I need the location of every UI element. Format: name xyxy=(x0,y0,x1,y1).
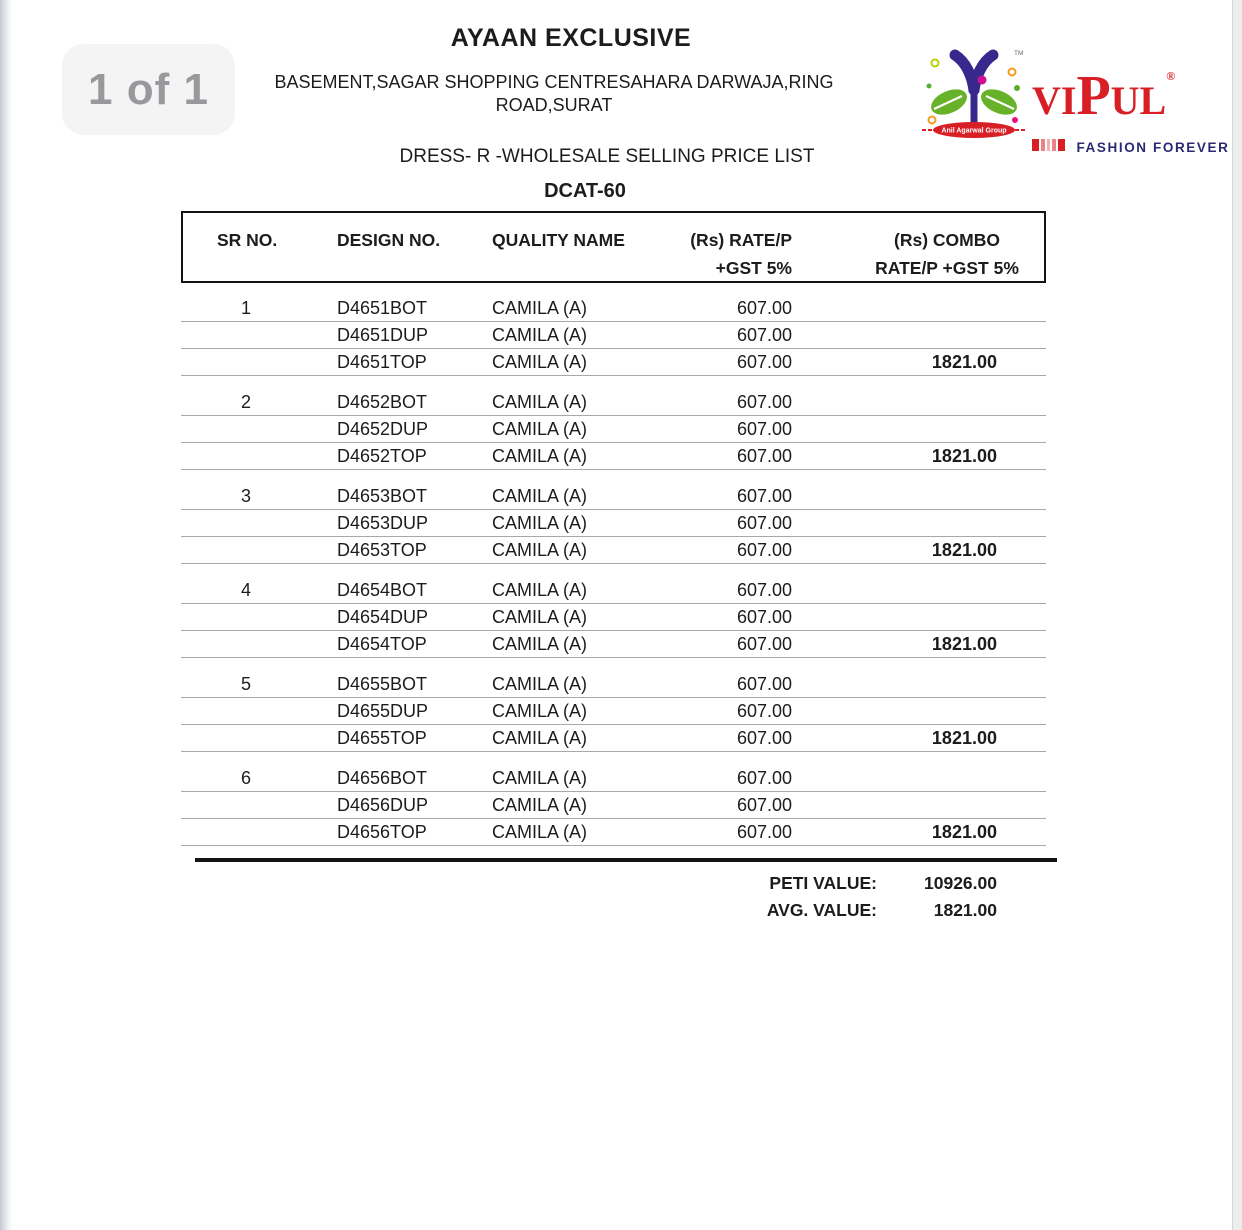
cell-sr-no: 5 xyxy=(240,674,251,694)
cell-design-no: D4656TOP xyxy=(337,822,427,842)
table-row xyxy=(181,792,1046,819)
catalog-code: DCAT-60 xyxy=(544,180,626,202)
group-banner-label: Anil Agarwal Group xyxy=(941,127,1007,135)
brand-tagline-row xyxy=(1032,138,1230,156)
table-row xyxy=(181,631,1046,658)
cell-design-no: D4654BOT xyxy=(337,580,428,600)
price-table xyxy=(181,211,1046,924)
cell-quality-name: CAMILA (A) xyxy=(492,701,588,721)
brand-mark-icon xyxy=(922,46,1026,138)
cell-combo-rate: 1821.00 xyxy=(931,822,997,842)
scrollbar[interactable] xyxy=(1232,0,1242,1230)
cell-design-no: D4653DUP xyxy=(337,513,429,533)
cell-design-no: D4651BOT xyxy=(337,298,428,318)
table-header xyxy=(181,211,1046,283)
cell-quality-name: CAMILA (A) xyxy=(492,768,588,788)
cell-design-no: D4654DUP xyxy=(337,607,429,627)
table-group xyxy=(181,577,1046,658)
table-row xyxy=(181,483,1046,510)
cell-quality-name: CAMILA (A) xyxy=(492,607,588,627)
cell-rate: 607.00 xyxy=(736,352,792,372)
cell-quality-name: CAMILA (A) xyxy=(492,325,588,345)
combo-header-line1: (Rs) COMBO xyxy=(894,230,1000,250)
cell-rate: 607.00 xyxy=(736,419,792,439)
page-indicator xyxy=(62,44,235,135)
cell-quality-name: CAMILA (A) xyxy=(492,486,588,506)
cell-rate: 607.00 xyxy=(736,728,792,748)
avg-value-label: AVG. VALUE: xyxy=(766,900,877,920)
registered-mark: ® xyxy=(1166,69,1176,83)
table-group xyxy=(181,671,1046,752)
cell-design-no: D4654TOP xyxy=(337,634,427,654)
table-footer-divider xyxy=(195,858,1057,862)
peti-value-label: PETI VALUE: xyxy=(769,873,877,893)
cell-rate: 607.00 xyxy=(736,392,792,412)
cell-quality-name: CAMILA (A) xyxy=(492,674,588,694)
cell-design-no: D4656BOT xyxy=(337,768,428,788)
cell-rate: 607.00 xyxy=(736,325,792,345)
cell-combo-rate: 1821.00 xyxy=(931,352,997,372)
cell-combo-rate: 1821.00 xyxy=(931,728,997,748)
cell-quality-name: CAMILA (A) xyxy=(492,580,588,600)
cell-sr-no: 1 xyxy=(240,298,251,318)
peti-value-row xyxy=(181,870,1046,897)
cell-quality-name: CAMILA (A) xyxy=(492,634,588,654)
cell-sr-no: 4 xyxy=(240,580,251,600)
cell-rate: 607.00 xyxy=(736,446,792,466)
cell-design-no: D4652BOT xyxy=(337,392,428,412)
table-row xyxy=(181,765,1046,792)
cell-combo-rate: 1821.00 xyxy=(931,446,997,466)
table-row xyxy=(181,537,1046,564)
combo-header-line2: RATE/P +GST 5% xyxy=(875,258,1019,278)
page-indicator-label: 1 of 1 xyxy=(88,64,209,114)
brand-wordmark xyxy=(1032,44,1230,156)
cell-quality-name: CAMILA (A) xyxy=(492,795,588,815)
column-header-quality-name: QUALITY NAME xyxy=(492,230,625,250)
brand-logo xyxy=(920,36,1230,155)
cell-rate: 607.00 xyxy=(736,674,792,694)
cell-quality-name: CAMILA (A) xyxy=(492,419,588,439)
avg-value-amount: 1821.00 xyxy=(933,900,997,920)
page-edge-shadow xyxy=(0,0,13,1230)
table-row xyxy=(181,349,1046,376)
table-row xyxy=(181,322,1046,349)
table-group xyxy=(181,295,1046,376)
company-title: AYAAN EXCLUSIVE xyxy=(450,24,692,52)
cell-design-no: D4656DUP xyxy=(337,795,429,815)
cell-design-no: D4652DUP xyxy=(337,419,429,439)
table-row xyxy=(181,819,1046,846)
cell-rate: 607.00 xyxy=(736,822,792,842)
brand-tagline: FASHION FOREVER xyxy=(1076,139,1230,155)
cell-quality-name: CAMILA (A) xyxy=(492,352,588,372)
table-row xyxy=(181,671,1046,698)
cell-rate: 607.00 xyxy=(736,298,792,318)
table-row xyxy=(181,698,1046,725)
cell-quality-name: CAMILA (A) xyxy=(492,446,588,466)
cell-rate: 607.00 xyxy=(736,607,792,627)
rate-header-line2: +GST 5% xyxy=(715,258,792,278)
cell-quality-name: CAMILA (A) xyxy=(492,822,588,842)
cell-design-no: D4655TOP xyxy=(337,728,427,748)
brand-letters-ul: UL xyxy=(1110,78,1167,123)
cell-rate: 607.00 xyxy=(736,486,792,506)
cell-design-no: D4655DUP xyxy=(337,701,429,721)
table-row xyxy=(181,510,1046,537)
column-header-combo-rate xyxy=(837,226,1057,282)
cell-design-no: D4651DUP xyxy=(337,325,429,345)
table-row xyxy=(181,577,1046,604)
table-row xyxy=(181,725,1046,752)
cell-design-no: D4653BOT xyxy=(337,486,428,506)
cell-rate: 607.00 xyxy=(736,513,792,533)
brand-name xyxy=(1032,44,1192,142)
cell-rate: 607.00 xyxy=(736,795,792,815)
table-row xyxy=(181,443,1046,470)
avg-value-row xyxy=(181,897,1046,924)
cell-quality-name: CAMILA (A) xyxy=(492,298,588,318)
column-header-rate xyxy=(690,226,792,282)
peti-value-amount: 10926.00 xyxy=(924,873,997,893)
cell-quality-name: CAMILA (A) xyxy=(492,392,588,412)
cell-quality-name: CAMILA (A) xyxy=(492,540,588,560)
cell-rate: 607.00 xyxy=(736,580,792,600)
cell-sr-no: 3 xyxy=(240,486,251,506)
cell-rate: 607.00 xyxy=(736,701,792,721)
cell-quality-name: CAMILA (A) xyxy=(492,728,588,748)
table-row xyxy=(181,416,1046,443)
table-group xyxy=(181,389,1046,470)
cell-combo-rate: 1821.00 xyxy=(931,540,997,560)
column-header-design-no: DESIGN NO. xyxy=(337,230,441,250)
cell-design-no: D4653TOP xyxy=(337,540,427,560)
column-header-sr-no: SR NO. xyxy=(217,230,278,250)
barcode-icon xyxy=(1032,138,1067,156)
table-group xyxy=(181,765,1046,846)
rate-header-line1: (Rs) RATE/P xyxy=(690,230,792,250)
tm-mark: TM xyxy=(1014,50,1024,57)
price-list-title: DRESS- R -WHOLESALE SELLING PRICE LIST xyxy=(399,146,815,167)
cell-sr-no: 6 xyxy=(240,768,251,788)
table-row xyxy=(181,389,1046,416)
cell-quality-name: CAMILA (A) xyxy=(492,513,588,533)
cell-design-no: D4651TOP xyxy=(337,352,427,372)
cell-rate: 607.00 xyxy=(736,634,792,654)
address-line-2: ROAD,SURAT xyxy=(495,95,613,115)
cell-sr-no: 2 xyxy=(240,392,251,412)
address-line-1: BASEMENT,SAGAR SHOPPING CENTRESAHARA DARWAJA,RING xyxy=(274,72,834,92)
cell-design-no: D4652TOP xyxy=(337,446,427,466)
table-row xyxy=(181,295,1046,322)
table-group xyxy=(181,483,1046,564)
company-address xyxy=(254,71,854,117)
cell-combo-rate: 1821.00 xyxy=(931,634,997,654)
table-row xyxy=(181,604,1046,631)
cell-rate: 607.00 xyxy=(736,768,792,788)
brand-letter-p: P xyxy=(1076,65,1111,127)
cell-design-no: D4655BOT xyxy=(337,674,428,694)
table-body xyxy=(181,295,1046,846)
brand-letters-vi: VI xyxy=(1032,78,1077,123)
cell-rate: 607.00 xyxy=(736,540,792,560)
totals-section xyxy=(181,870,1046,924)
